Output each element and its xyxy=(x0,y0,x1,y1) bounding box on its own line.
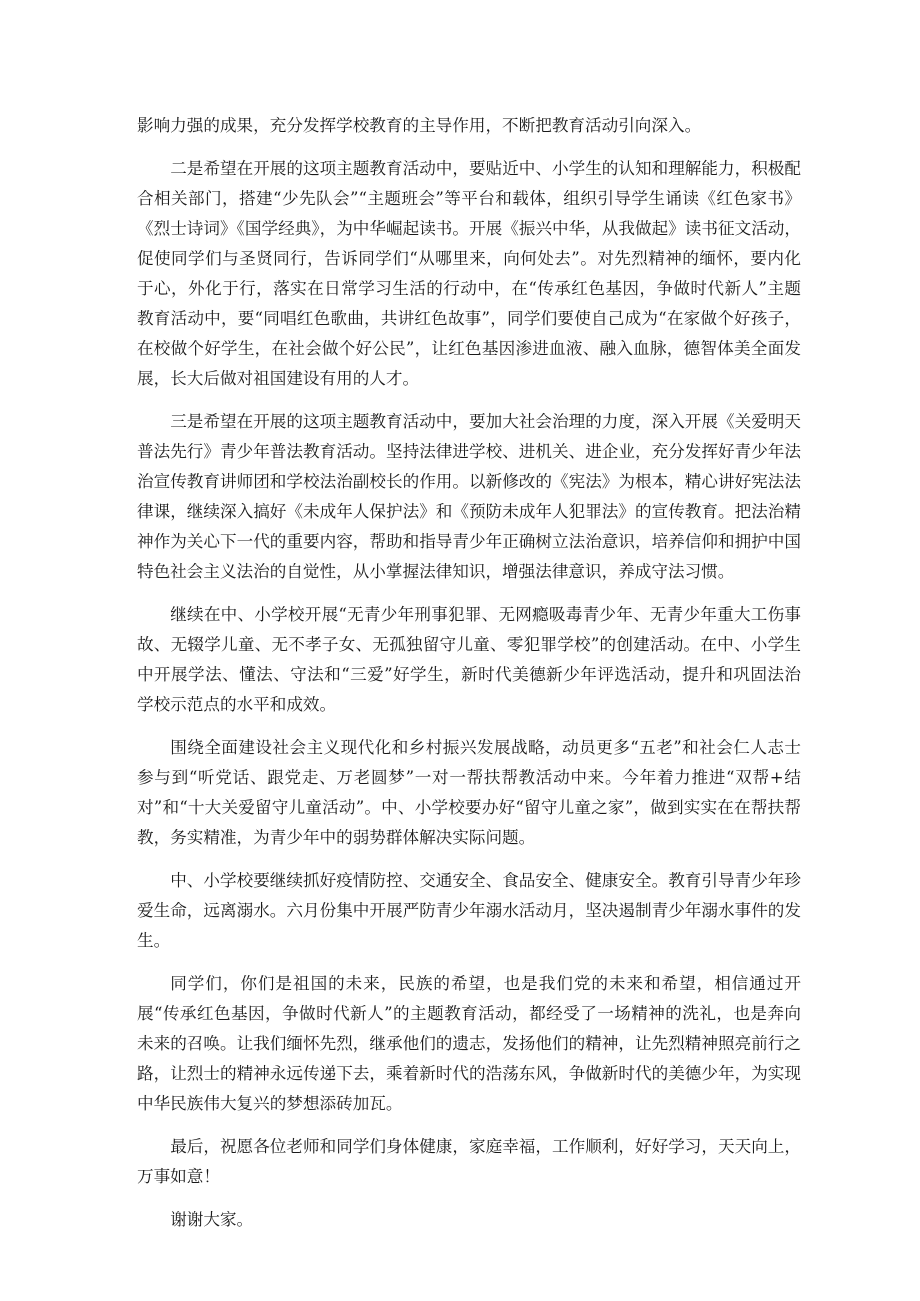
paragraph-rural-revitalization: 围绕全面建设社会主义现代化和乡村振兴发展战略，动员更多“五老”和社会仁人志士参与到“听党话、跟党走、万老圆梦”一对一帮扶帮教活动中来。今年着力推进“双帮+结对”和“十大关爱留守儿童活动”。中、小学校要办好“留守儿童之家”，做到实实在在帮扶帮教，务实精准，为青少年中的弱势群体解决实际问题。 xyxy=(137,738,801,847)
paragraph-wishes: 最后，祝愿各位老师和同学们身体健康，家庭幸福，工作顺利，好好学习，天天向上，万事如意！ xyxy=(137,1137,801,1186)
paragraph-thanks: 谢谢大家。 xyxy=(170,1210,254,1229)
paragraph-safety: 中、小学校要继续抓好疫情防控、交通安全、食品安全、健康安全。教育引导青少年珍爱生命，远离溺水。六月份集中开展严防青少年溺水活动月，坚决遏制青少年溺水事件的发生。 xyxy=(137,871,801,950)
paragraph-students-address: 同学们，你们是祖国的未来，民族的希望，也是我们党的未来和希望，相信通过开展“传承红色基因，争做时代新人”的主题教育活动，都经受了一场精神的洗礼，也是奔向未来的召唤。让我们缅怀先烈，继承他们的遗志，发扬他们的精神，让先烈精神照亮前行之路，让烈士的精神永远传递下去，乘着新时代的浩荡东风，争做新时代的美德少年，为实现中华民族伟大复兴的梦想添砖加瓦。 xyxy=(137,974,801,1113)
document-body xyxy=(137,111,801,1248)
paragraph-third-hope: 三是希望在开展的这项主题教育活动中，要加大社会治理的力度，深入开展《关爱明天普法先行》青少年普法教育活动。坚持法律进学校、进机关、进企业，充分发挥好青少年法治宣传教育讲师团和学校法治副校长的作用。以新修改的《宪法》为根本，精心讲好宪法法律课，继续深入搞好《未成年人保护法》和《预防未成年人犯罪法》的宣传教育。把法治精神作为关心下一代的重要内容，帮助和指导青少年正确树立法治意识，培养信仰和拥护中国特色社会主义法治的自觉性，从小掌握法律知识，增强法律意识，养成守法习惯。 xyxy=(137,412,801,581)
paragraph-second-hope: 二是希望在开展的这项主题教育活动中，要贴近中、小学生的认知和理解能力，积极配合相关部门，搭建“少先队会”“主题班会”等平台和载体，组织引导学生诵读《红色家书》《烈士诗词》《国学经典》，为中华崛起读书。开展《振兴中华，从我做起》读书征文活动，促使同学们与圣贤同行，告诉同学们“从哪里来，向何处去”。对先烈精神的缅怀，要内化于心，外化于行，落实在日常学习生活的行动中，在“传承红色基因，争做时代新人”主题教育活动中，要“同唱红色歌曲，共讲红色故事”，同学们要使自己成为“在家做个好孩子，在校做个好学生，在社会做个好公民”，让红色基因渗进血液、融入血脉，德智体美全面发展，长大后做对祖国建设有用的人才。 xyxy=(137,159,801,388)
paragraph-creation-activity: 继续在中、小学校开展“无青少年刑事犯罪、无网瘾吸毒青少年、无青少年重大工伤事故、无辍学儿童、无不孝子女、无孤独留守儿童、零犯罪学校”的创建活动。在中、小学生中开展学法、懂法、守法和“三爱”好学生，新时代美德新少年评选活动，提升和巩固法治学校示范点的水平和成效。 xyxy=(137,605,801,714)
paragraph-continuation: 影响力强的成果，充分发挥学校教育的主导作用，不断把教育活动引向深入。 xyxy=(137,116,702,135)
